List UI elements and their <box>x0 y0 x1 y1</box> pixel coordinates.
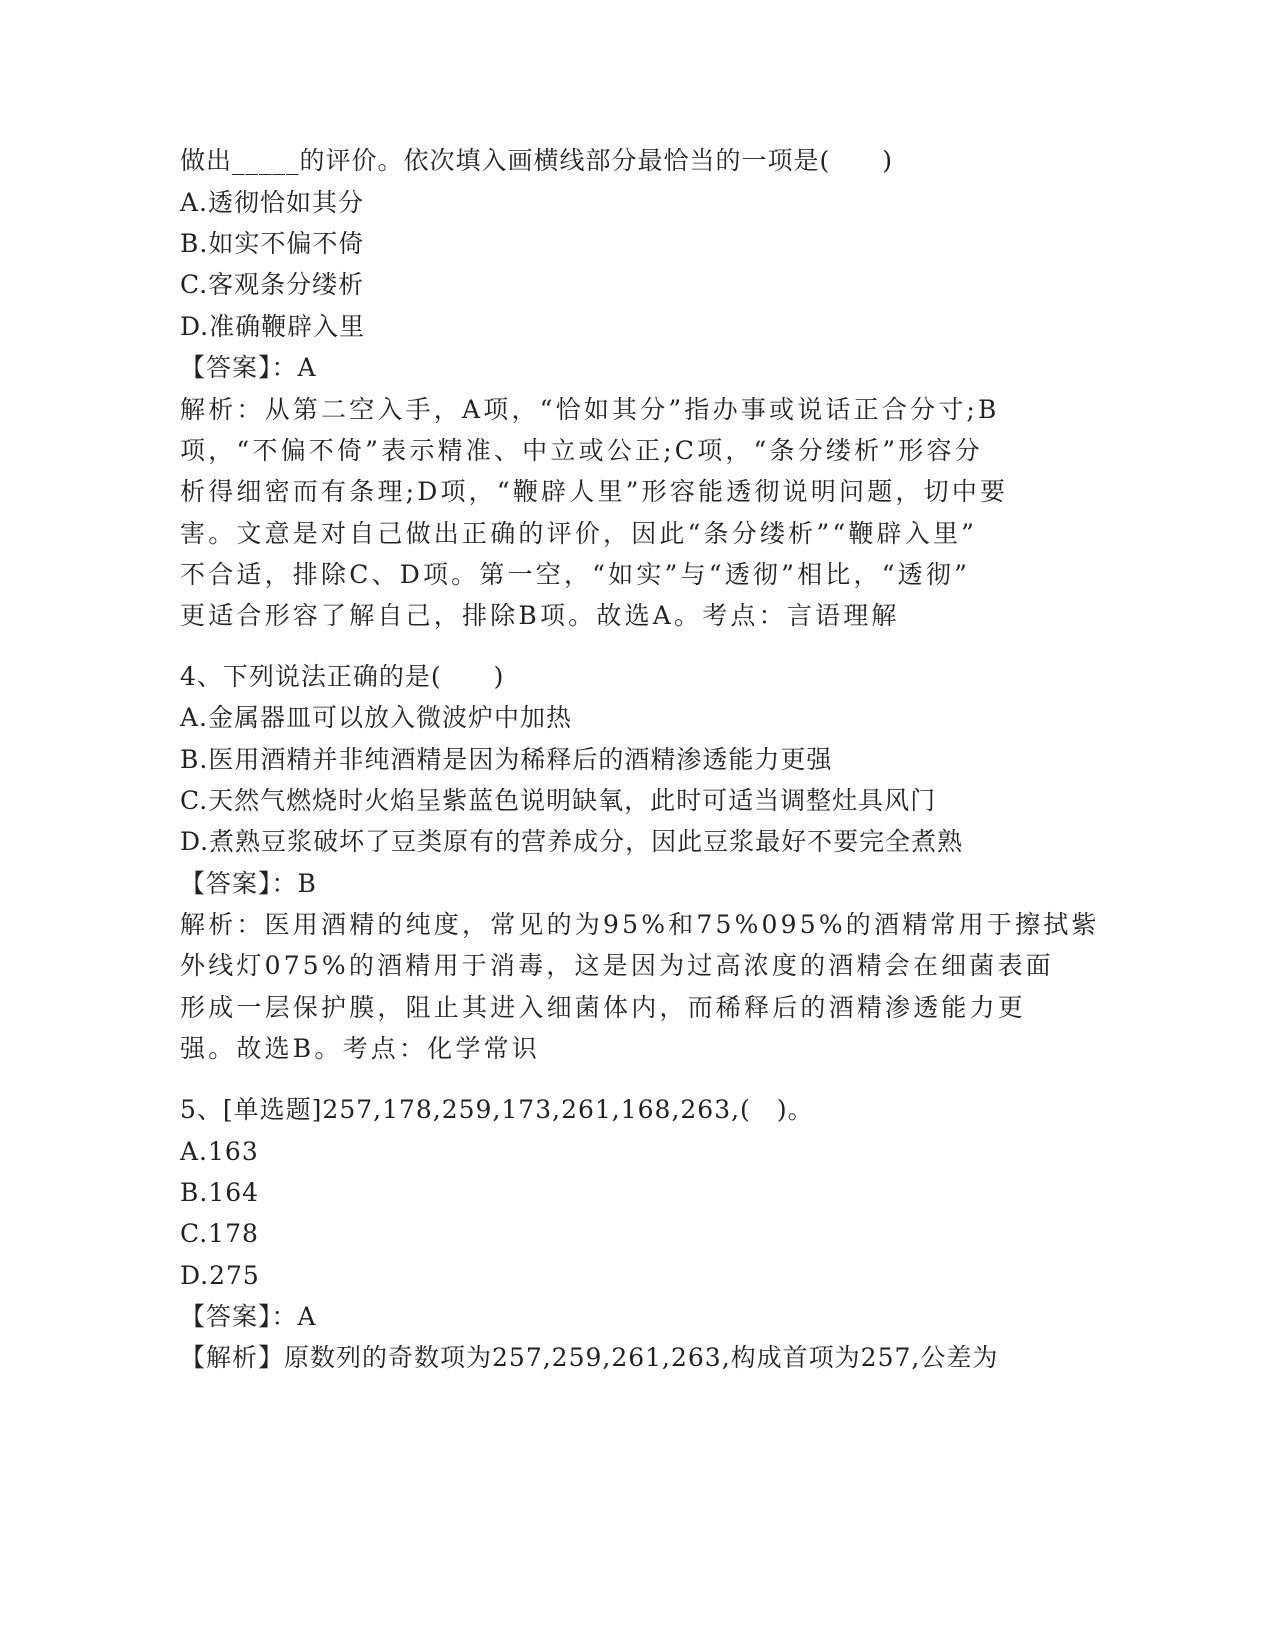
q4-option-b: B.医用酒精并非纯酒精是因为稀释后的酒精渗透能力更强 <box>180 745 833 774</box>
q3-option-a: A.透彻恰如其分 <box>180 188 365 217</box>
q3-analysis-line: 更适合形容了解自己，排除B项。故选A。考点：言语理解 <box>180 601 900 630</box>
q3-analysis-line: 不合适，排除C、D项。第一空，“如实”与“透彻”相比，“透彻” <box>180 560 971 589</box>
q3-option-d: D.准确鞭辟入里 <box>180 312 366 341</box>
q4-analysis-line: 外线灯075%的酒精用于消毒，这是因为过高浓度的酒精会在细菌表面 <box>180 951 1054 980</box>
q3-analysis-line: 项，“不偏不倚”表示精准、中立或公正;C项，“条分缕析”形容分 <box>180 436 983 465</box>
q4-option-d: D.煮熟豆浆破坏了豆类原有的营养成分，因此豆浆最好不要完全煮熟 <box>180 827 964 856</box>
q5-option-d: D.275 <box>180 1261 260 1290</box>
q4-option-a: A.金属器皿可以放入微波炉中加热 <box>180 703 573 732</box>
q3-answer: 【答案】：A <box>180 353 317 382</box>
q5-analysis-line: 【解析】原数列的奇数项为257,259,261,263,构成首项为257,公差为 <box>180 1343 999 1372</box>
q3-analysis-line: 解析：从第二空入手，A项，“恰如其分”指办事或说话正合分寸;B <box>180 395 1000 424</box>
q4-analysis-line: 解析：医用酒精的纯度，常见的为95%和75%095%的酒精常用于擦拭紫 <box>180 910 1100 939</box>
q4-stem: 4、下列说法正确的是( ) <box>180 662 505 691</box>
q5-stem: 5、[单选题]257,178,259,173,261,168,263,( )。 <box>180 1095 814 1124</box>
q4-analysis-line: 强。故选B。考点：化学常识 <box>180 1034 540 1063</box>
q4-option-c: C.天然气燃烧时火焰呈紫蓝色说明缺氧，此时可适当调整灶具风门 <box>180 786 937 815</box>
q3-analysis-line: 析得细密而有条理;D项，“鞭辟人里”形容能透彻说明问题，切中要 <box>180 477 1009 506</box>
q5-answer: 【答案】：A <box>180 1302 317 1331</box>
q3-stem: 做出_____的评价。依次填入画横线部分最恰当的一项是( ) <box>180 146 894 175</box>
q5-option-a: A.163 <box>180 1137 259 1166</box>
q5-option-c: C.178 <box>180 1219 259 1248</box>
q5-option-b: B.164 <box>180 1178 260 1207</box>
q4-answer: 【答案】：B <box>180 869 317 898</box>
q3-analysis-line: 害。文意是对自己做出正确的评价，因此“条分缕析”“鞭辟入里” <box>180 519 978 548</box>
q3-option-b: B.如实不偏不倚 <box>180 229 365 258</box>
q4-analysis-line: 形成一层保护膜，阻止其进入细菌体内，而稀释后的酒精渗透能力更 <box>180 993 1027 1022</box>
q3-option-c: C.客观条分缕析 <box>180 270 365 299</box>
